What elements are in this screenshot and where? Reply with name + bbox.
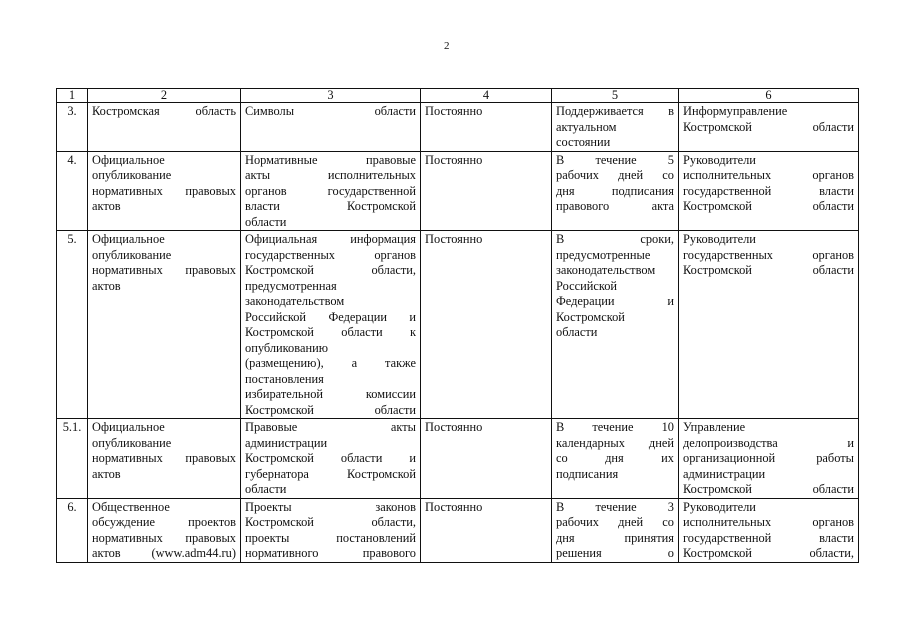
cell-timing bbox=[552, 498, 679, 562]
cell-line: Костромской области к bbox=[245, 325, 416, 339]
cell-line: избирательной комиссии bbox=[245, 387, 416, 401]
cell-responsible bbox=[679, 231, 859, 419]
cell-line: Костромской области, bbox=[245, 515, 416, 529]
cell-line: календарных дней bbox=[556, 435, 674, 450]
cell-category bbox=[88, 103, 241, 152]
cell-line: рабочих дней со bbox=[556, 515, 674, 529]
cell-line: Общественное bbox=[92, 499, 170, 514]
cell-line: нормативных правовых bbox=[92, 183, 236, 198]
cell-line: опубликованию bbox=[245, 340, 328, 355]
cell-line: губернатора Костромской bbox=[245, 466, 416, 481]
cell-line: органов государственной bbox=[245, 183, 416, 198]
table-row bbox=[57, 498, 859, 562]
column-number: 4 bbox=[421, 89, 552, 103]
cell-line: предусмотренная bbox=[245, 278, 337, 293]
cell-line: акты исполнительных bbox=[245, 168, 416, 182]
row-number: 4. bbox=[57, 151, 88, 231]
cell-line: В сроки, bbox=[556, 232, 674, 246]
table-row bbox=[57, 151, 859, 231]
cell-line: опубликование bbox=[92, 247, 172, 262]
document-table bbox=[56, 88, 859, 563]
cell-line: Официальное bbox=[92, 232, 165, 246]
cell-line: Руководители bbox=[683, 499, 756, 514]
cell-line: Костромской bbox=[556, 309, 625, 324]
table-row bbox=[57, 103, 859, 152]
table-row bbox=[57, 419, 859, 499]
cell-frequency: Постоянно bbox=[421, 103, 552, 152]
cell-line: Поддерживается в bbox=[556, 104, 674, 118]
cell-line: Костромской области bbox=[683, 482, 854, 496]
cell-line: Управление bbox=[683, 420, 746, 434]
cell-line: государственных органов bbox=[245, 247, 416, 262]
cell-line: Федерации и bbox=[556, 294, 674, 308]
column-number: 1 bbox=[57, 89, 88, 103]
cell-line: предусмотренные bbox=[556, 247, 651, 262]
cell-line: области bbox=[556, 325, 598, 339]
cell-line: законодательством bbox=[556, 263, 656, 277]
cell-frequency: Постоянно bbox=[421, 498, 552, 562]
cell-frequency: Постоянно bbox=[421, 231, 552, 419]
cell-line: обсуждение проектов bbox=[92, 515, 236, 529]
cell-line: Руководители bbox=[683, 152, 756, 167]
cell-line: области bbox=[245, 482, 287, 496]
cell-line: Руководители bbox=[683, 232, 756, 246]
cell-line: опубликование bbox=[92, 168, 172, 182]
cell-line: Проекты законов bbox=[245, 499, 416, 514]
cell-line: Костромская область bbox=[92, 104, 236, 118]
cell-timing bbox=[552, 419, 679, 499]
cell-content bbox=[241, 498, 421, 562]
cell-line: администрации bbox=[683, 466, 766, 481]
cell-line: правового акта bbox=[556, 199, 674, 213]
cell-line: администрации bbox=[245, 435, 328, 450]
cell-line: актов bbox=[92, 199, 121, 213]
cell-line: постановления bbox=[245, 371, 324, 386]
cell-line: актов bbox=[92, 466, 121, 481]
cell-line: делопроизводства и bbox=[683, 435, 854, 450]
column-number: 5 bbox=[552, 89, 679, 103]
row-number: 6. bbox=[57, 498, 88, 562]
cell-line: нормативного правового bbox=[245, 546, 416, 560]
cell-line: Костромской области bbox=[683, 199, 854, 213]
cell-line: В течение 3 bbox=[556, 499, 674, 514]
cell-content bbox=[241, 151, 421, 231]
cell-content bbox=[241, 419, 421, 499]
column-number-row bbox=[57, 89, 859, 103]
cell-line: исполнительных органов bbox=[683, 515, 854, 529]
cell-responsible bbox=[679, 419, 859, 499]
cell-timing bbox=[552, 103, 679, 152]
cell-frequency: Постоянно bbox=[421, 419, 552, 499]
cell-line: Информуправление bbox=[683, 104, 788, 118]
cell-content bbox=[241, 231, 421, 419]
cell-line: Официальная информация bbox=[245, 232, 416, 246]
cell-frequency: Постоянно bbox=[421, 151, 552, 231]
cell-line: Костромской области bbox=[245, 402, 416, 417]
cell-line: проекты постановлений bbox=[245, 530, 416, 545]
cell-category bbox=[88, 498, 241, 562]
cell-responsible bbox=[679, 151, 859, 231]
cell-line: Костромской области и bbox=[245, 451, 416, 465]
cell-line: Костромской области, bbox=[683, 546, 854, 560]
cell-line: нормативных правовых bbox=[92, 530, 236, 545]
page-number: 2 bbox=[444, 40, 450, 52]
cell-line: со дня их bbox=[556, 451, 674, 465]
cell-line: опубликование bbox=[92, 435, 172, 450]
cell-line: государственной власти bbox=[683, 530, 854, 545]
row-number: 5.1. bbox=[57, 419, 88, 499]
cell-line: исполнительных органов bbox=[683, 168, 854, 182]
cell-line: В течение 5 bbox=[556, 152, 674, 167]
cell-line: законодательством bbox=[245, 294, 345, 308]
cell-line: актов bbox=[92, 278, 121, 293]
cell-line: организационной работы bbox=[683, 451, 854, 465]
column-number: 6 bbox=[679, 89, 859, 103]
cell-line: Символы области bbox=[245, 104, 416, 118]
cell-line: Костромской области bbox=[683, 263, 854, 277]
cell-content bbox=[241, 103, 421, 152]
cell-category bbox=[88, 151, 241, 231]
cell-category bbox=[88, 419, 241, 499]
cell-line: решения о bbox=[556, 546, 674, 560]
cell-timing bbox=[552, 231, 679, 419]
cell-line: (размещению), а также bbox=[245, 356, 416, 370]
cell-line: дня подписания bbox=[556, 183, 674, 198]
cell-line: Костромской области bbox=[683, 119, 854, 134]
column-number: 3 bbox=[241, 89, 421, 103]
cell-line: нормативных правовых bbox=[92, 263, 236, 277]
cell-line: Нормативные правовые bbox=[245, 152, 416, 167]
cell-line: рабочих дней со bbox=[556, 168, 674, 182]
cell-line: актуальном bbox=[556, 119, 617, 134]
cell-line: власти Костромской bbox=[245, 199, 416, 213]
cell-responsible bbox=[679, 103, 859, 152]
cell-timing bbox=[552, 151, 679, 231]
cell-line: Официальное bbox=[92, 152, 165, 167]
cell-line: государственных органов bbox=[683, 247, 854, 262]
column-number: 2 bbox=[88, 89, 241, 103]
cell-line: Российской bbox=[556, 278, 618, 293]
cell-category bbox=[88, 231, 241, 419]
cell-line: государственной власти bbox=[683, 183, 854, 198]
cell-line: актов (www.adm44.ru) bbox=[92, 546, 236, 560]
row-number: 3. bbox=[57, 103, 88, 152]
cell-line: Российской Федерации и bbox=[245, 309, 416, 324]
cell-line: В течение 10 bbox=[556, 420, 674, 434]
table-row bbox=[57, 231, 859, 419]
cell-line: Костромской области, bbox=[245, 263, 416, 277]
cell-line: дня принятия bbox=[556, 530, 674, 545]
cell-line: области bbox=[245, 214, 287, 229]
row-number: 5. bbox=[57, 231, 88, 419]
cell-line: подписания bbox=[556, 466, 619, 481]
cell-line: Официальное bbox=[92, 420, 165, 434]
cell-line: состоянии bbox=[556, 135, 611, 149]
cell-responsible bbox=[679, 498, 859, 562]
cell-line: Правовые акты bbox=[245, 420, 416, 434]
cell-line: нормативных правовых bbox=[92, 451, 236, 465]
